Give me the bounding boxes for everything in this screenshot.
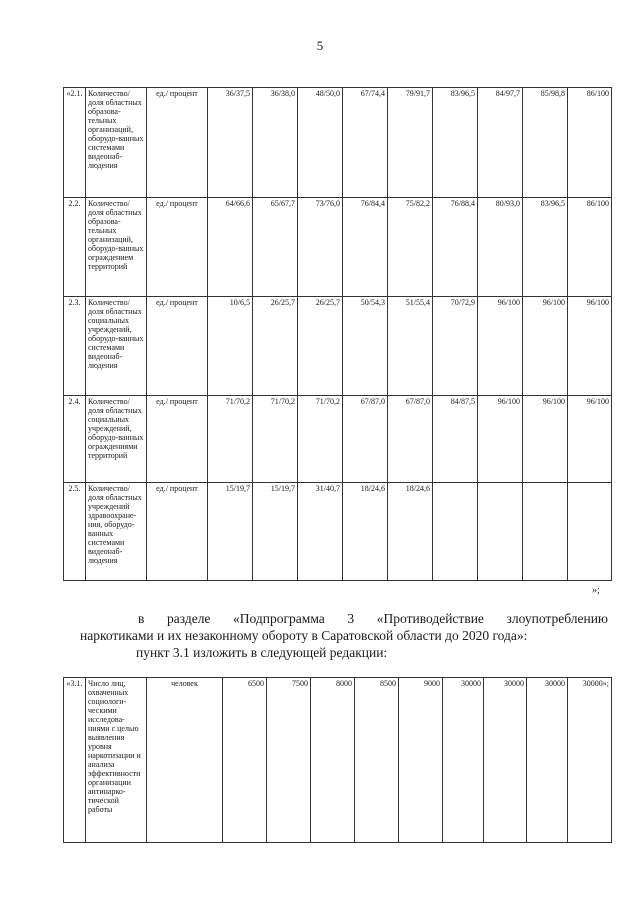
value-cell: 75/82,2 [388, 198, 433, 297]
value-cell: 79/91,7 [388, 88, 433, 198]
unit-cell: ед./ процент [147, 88, 208, 198]
value-cell: 51/55,4 [388, 297, 433, 396]
value-cell: 30000 [484, 678, 527, 843]
indicators-table-section-3 [63, 677, 612, 843]
value-cell: 7500 [267, 678, 311, 843]
row-number: «3.1. [64, 678, 86, 843]
value-cell: 18/24,6 [343, 483, 388, 581]
value-cell: 65/67,7 [253, 198, 298, 297]
value-cell: 30000 [443, 678, 484, 843]
indicator-name: Количество/ доля областных образова-тельных организаций, оборудо-ванных ограждением территорий [86, 198, 147, 297]
value-cell: 9000 [399, 678, 443, 843]
value-cell: 26/25,7 [298, 297, 343, 396]
value-cell: 10/6,5 [208, 297, 253, 396]
value-cell: 6500 [223, 678, 267, 843]
unit-cell: ед./ процент [147, 483, 208, 581]
table-row [64, 297, 612, 396]
unit-cell: ед./ процент [147, 297, 208, 396]
value-cell: 85/98,8 [523, 88, 568, 198]
unit-cell: ед./ процент [147, 198, 208, 297]
value-cell: 30000»; [568, 678, 612, 843]
paragraph-section-heading-cont: наркотиками и их незаконному обороту в Саратовской области до 2020 года»: [80, 628, 528, 643]
row-number: 2.5. [64, 483, 86, 581]
table-row [64, 88, 612, 198]
row-number: «2.1. [64, 88, 86, 198]
value-cell: 70/72,9 [433, 297, 478, 396]
table-row [64, 198, 612, 297]
row-number: 2.3. [64, 297, 86, 396]
indicator-name: Количество/ доля областных учреждений здравоохране-ния, оборудо-ванных системами видеонаб-людения [86, 483, 147, 581]
value-cell [478, 483, 523, 581]
page-number: 5 [316, 38, 324, 53]
indicators-table-section-2 [63, 87, 612, 581]
value-cell: 86/100 [568, 198, 612, 297]
value-cell: 96/100 [523, 297, 568, 396]
value-cell: 30000 [527, 678, 568, 843]
paragraph-section-heading: в разделе «Подпрограмма 3 «Противодействие злоупотреблению [138, 611, 608, 626]
value-cell: 73/76,0 [298, 198, 343, 297]
indicator-name: Количество/ доля областных образова-тельных организаций, оборудо-ванных системами видеонаб-людения [86, 88, 147, 198]
value-cell: 83/96,5 [433, 88, 478, 198]
value-cell: 96/100 [478, 297, 523, 396]
value-cell [433, 483, 478, 581]
value-cell: 8000 [311, 678, 355, 843]
unit-cell: человек [147, 678, 223, 843]
value-cell: 71/70,2 [253, 396, 298, 483]
value-cell [523, 483, 568, 581]
table-row [64, 678, 612, 843]
value-cell: 96/100 [523, 396, 568, 483]
value-cell: 67/87,0 [343, 396, 388, 483]
value-cell: 83/96,5 [523, 198, 568, 297]
value-cell: 50/54,3 [343, 297, 388, 396]
paragraph-instruction: пункт 3.1 изложить в следующей редакции: [136, 645, 388, 660]
table-row [64, 483, 612, 581]
row-number: 2.2. [64, 198, 86, 297]
value-cell: 84/97,7 [478, 88, 523, 198]
value-cell: 80/93,0 [478, 198, 523, 297]
value-cell: 48/50,0 [298, 88, 343, 198]
closing-quote-mark: »; [592, 585, 600, 596]
value-cell: 8500 [355, 678, 399, 843]
unit-cell: ед./ процент [147, 396, 208, 483]
value-cell: 96/100 [478, 396, 523, 483]
indicator-name: Число лиц, охваченных социологи-ческими исследова-ниями с целью выявления уровня наркотизации и анализа эффективности организации антинарко-тической работы [86, 678, 147, 843]
value-cell: 96/100 [568, 396, 612, 483]
value-cell: 31/40,7 [298, 483, 343, 581]
value-cell [568, 483, 612, 581]
value-cell: 67/74,4 [343, 88, 388, 198]
row-number: 2.4. [64, 396, 86, 483]
value-cell: 15/19,7 [253, 483, 298, 581]
value-cell: 71/70,2 [298, 396, 343, 483]
value-cell: 64/66,6 [208, 198, 253, 297]
value-cell: 76/88,4 [433, 198, 478, 297]
indicator-name: Количество/ доля областных социальных учреждений, оборудо-ванных системами видеонаб-людения [86, 297, 147, 396]
value-cell: 67/87,0 [388, 396, 433, 483]
value-cell: 84/87,5 [433, 396, 478, 483]
value-cell: 26/25,7 [253, 297, 298, 396]
value-cell: 96/100 [568, 297, 612, 396]
value-cell: 71/70,2 [208, 396, 253, 483]
table-row [64, 396, 612, 483]
indicator-name: Количество/ доля областных социальных учреждений, оборудо-ванных ограждениями территорий [86, 396, 147, 483]
value-cell: 36/37,5 [208, 88, 253, 198]
value-cell: 36/38,0 [253, 88, 298, 198]
value-cell: 18/24,6 [388, 483, 433, 581]
value-cell: 15/19,7 [208, 483, 253, 581]
value-cell: 86/100 [568, 88, 612, 198]
value-cell: 76/84,4 [343, 198, 388, 297]
